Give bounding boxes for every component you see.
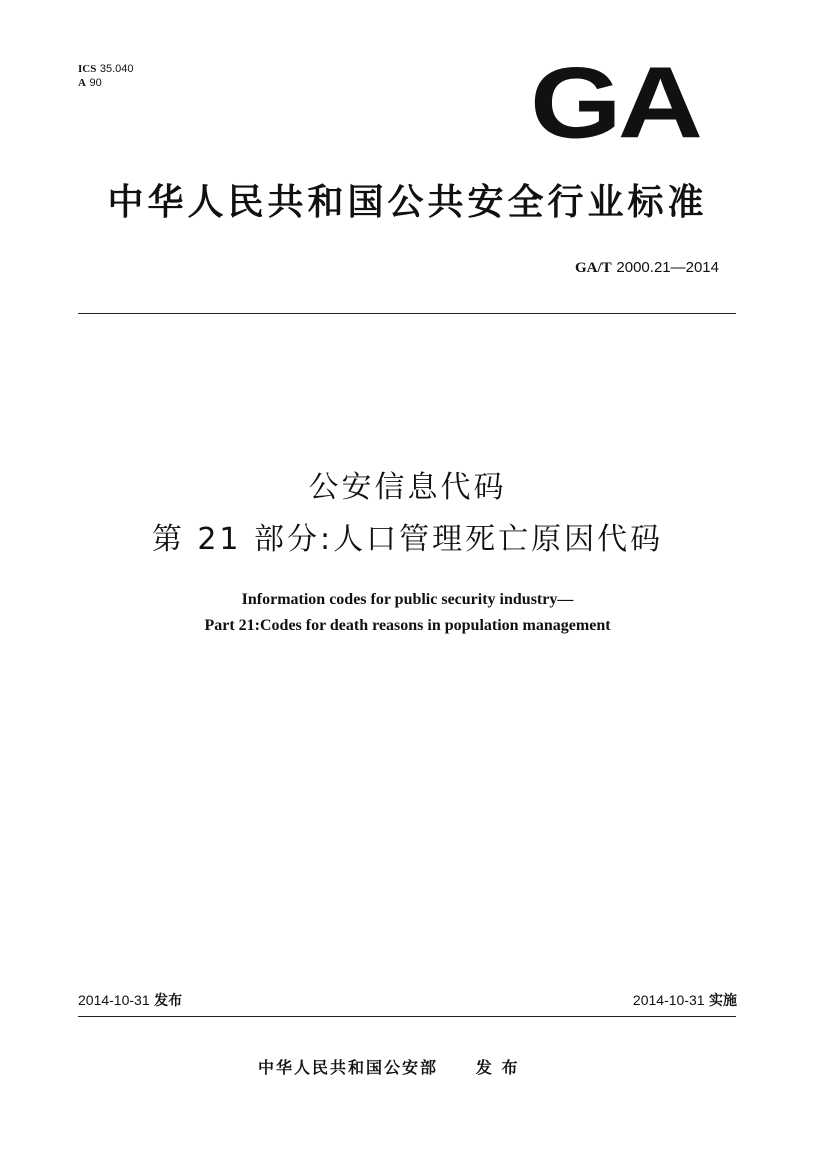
ccs-label: A [78,77,86,89]
standard-number [575,258,719,277]
issue-label: 发布 [154,993,183,1009]
title-en-line1: Information codes for public security industry— [241,591,574,608]
title-cn-line1: 公安信息代码 [308,470,507,505]
implement-date-block [633,990,737,1011]
standard-code: 2000.21—2014 [616,259,719,276]
implement-date: 2014-10-31 [632,992,705,1008]
implement-label: 实施 [709,993,737,1009]
ics-label: ICS [78,63,97,75]
publish-label: 发 布 [475,1058,520,1077]
top-divider [78,313,736,314]
ccs-code: 90 [89,77,102,89]
title-cn-line2: 第 21 部分:人口管理死亡原因代码 [151,522,664,557]
ics-line [78,62,134,76]
issue-date-block [78,990,182,1011]
title-en-line2: Part 21:Codes for death reasons in population management [204,617,611,634]
bottom-divider [78,1016,736,1017]
publisher-line [258,1057,519,1079]
ics-code: 35.040 [99,63,134,75]
issuer-title: 中华人民共和国公共安全行业标准 [107,182,708,223]
ccs-line [78,76,134,90]
issue-date: 2014-10-31 [78,992,150,1008]
classification-codes [78,62,134,90]
ga-logo: GA [530,46,699,160]
standard-prefix: GA/T [574,260,612,276]
publisher-name: 中华人民共和国公安部 [258,1058,439,1077]
